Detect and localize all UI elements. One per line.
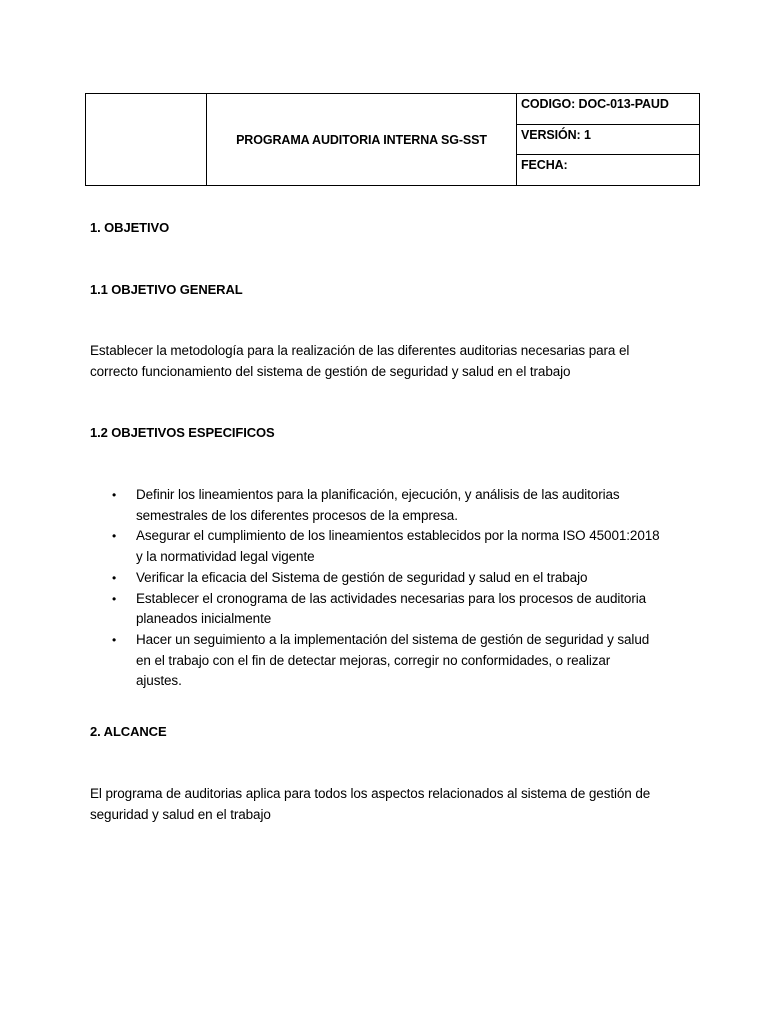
list-item-line: y la normatividad legal vigente — [136, 549, 315, 565]
section-alcance-heading: 2. ALCANCE — [90, 724, 167, 739]
list-item — [90, 630, 690, 692]
section-objetivo-heading: 1. OBJETIVO — [90, 220, 170, 235]
list-item-line: semestrales de los diferentes procesos de la empresa. — [136, 507, 458, 523]
bullet-icon: • — [112, 570, 117, 585]
bullet-icon: • — [112, 488, 117, 502]
logo-placeholder-cell — [86, 94, 207, 185]
list-item-line: Hacer un seguimiento a la implementación del sistema de gestión de seguridad y salud — [136, 631, 650, 647]
bullet-icon: • — [112, 529, 117, 544]
list-item — [90, 526, 690, 567]
list-item — [90, 589, 690, 630]
list-item — [90, 568, 690, 589]
section-objetivos-especificos-heading: 1.2 OBJETIVOS ESPECIFICOS — [90, 425, 275, 440]
document-version: VERSIÓN: 1 — [517, 125, 699, 156]
list-item-line: en el trabajo con el fin de detectar mejoras, corregir no conformidades, o realizar — [136, 652, 611, 668]
section-objetivo-general-heading: 1.1 OBJETIVO GENERAL — [90, 282, 243, 297]
list-item-line: planeados inicialmente — [136, 611, 272, 627]
list-item-line: Definir los lineamientos para la planificación, ejecución, y análisis de las auditorias — [136, 487, 620, 502]
list-item-line: Asegurar el cumplimiento de los lineamientos establecidos por la norma ISO 45001:2018 — [136, 528, 660, 544]
document-title: PROGRAMA AUDITORIA INTERNA SG-SST — [207, 94, 517, 185]
bullet-icon: • — [112, 632, 117, 647]
paragraph-line: seguridad y salud en el trabajo — [90, 806, 271, 822]
document-meta — [517, 94, 699, 185]
document-header-table — [85, 93, 700, 186]
list-item-line: ajustes. — [136, 673, 182, 689]
paragraph-line: correcto funcionamiento del sistema de gestión de seguridad y salud en el trabajo — [90, 363, 571, 379]
list-item-line: Verificar la eficacia del Sistema de gestión de seguridad y salud en el trabajo — [136, 569, 588, 585]
bullet-icon: • — [112, 591, 117, 606]
paragraph-line: El programa de auditorias aplica para todos los aspectos relacionados al sistema de gestión de — [90, 786, 651, 801]
list-item — [90, 485, 690, 526]
document-code: CODIGO: DOC-013-PAUD — [517, 94, 699, 125]
alcance-paragraph — [90, 784, 680, 825]
document-date: FECHA: — [521, 158, 568, 173]
paragraph-line: Establecer la metodología para la realización de las diferentes auditorias necesarias para el — [90, 343, 630, 358]
objetivo-general-paragraph — [90, 341, 680, 382]
objetivos-especificos-list — [90, 485, 690, 692]
list-item-line: Establecer el cronograma de las actividades necesarias para los procesos de auditoria — [136, 590, 647, 606]
